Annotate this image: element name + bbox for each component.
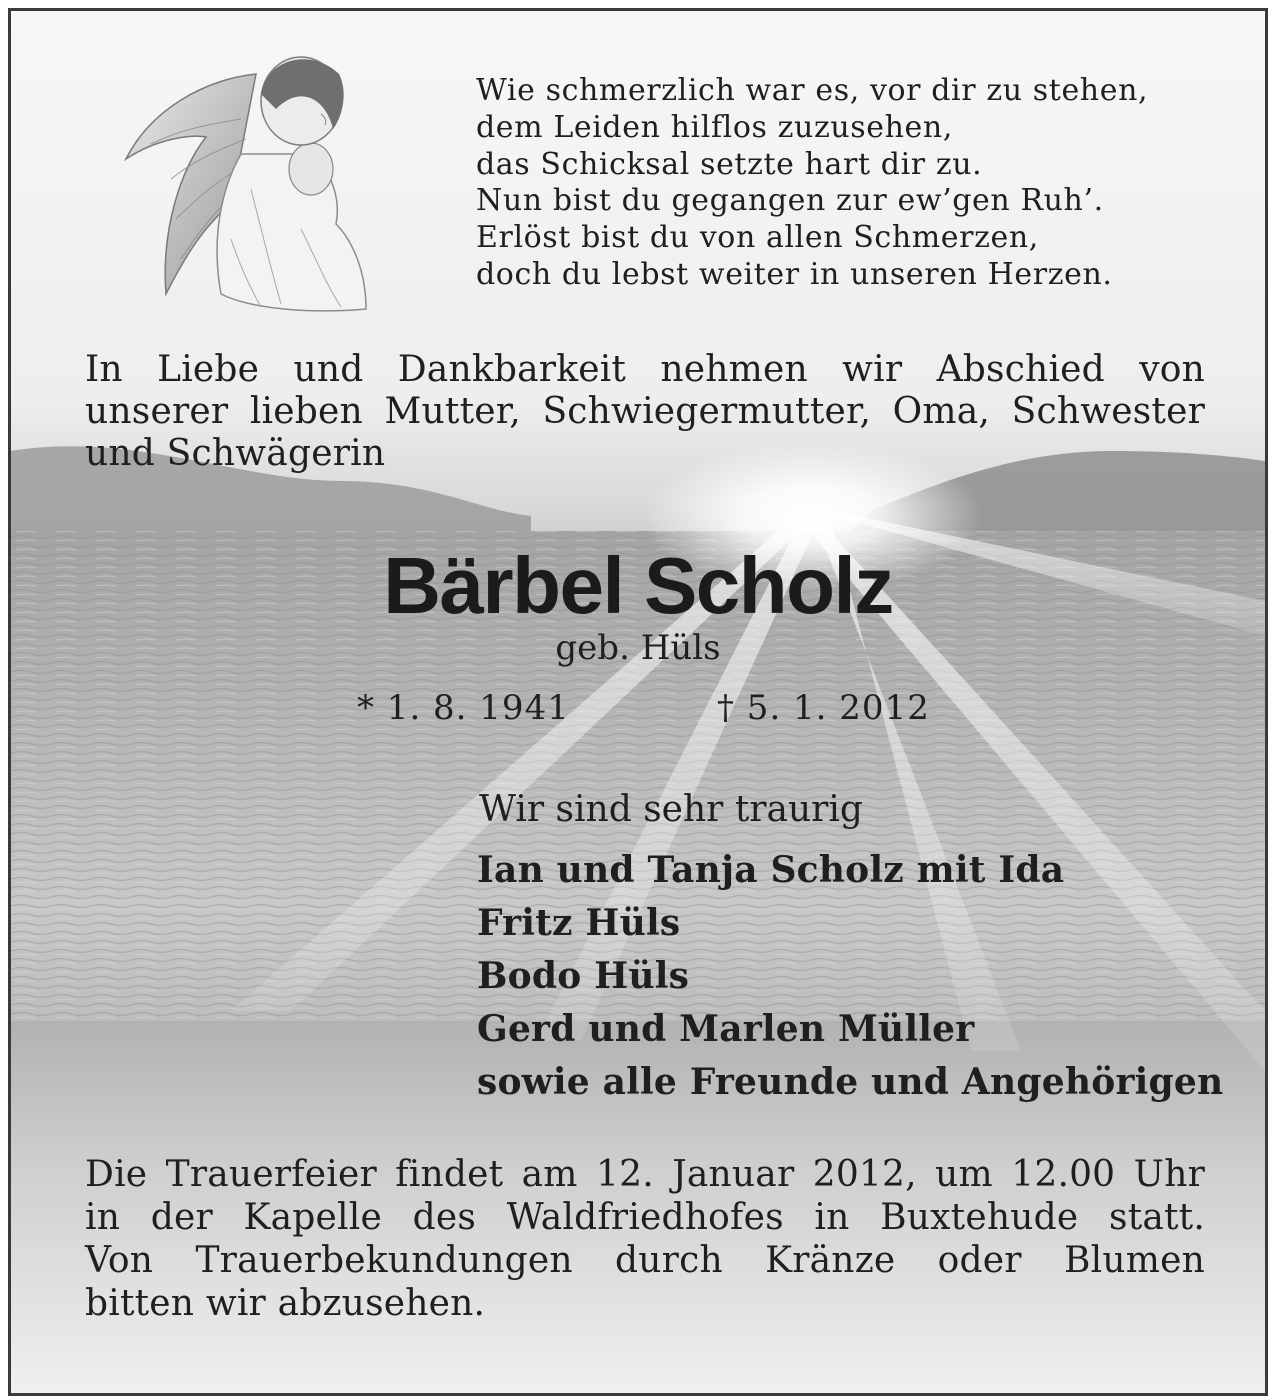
poem-line: das Schicksal setzte hart dir zu.	[476, 146, 983, 182]
poem	[476, 73, 1236, 294]
poem-line: Nun bist du gegangen zur ew’gen Ruh’.	[476, 183, 1104, 219]
mourner-name: sowie alle Freunde und Angehörigen	[477, 1061, 1224, 1103]
intro-text	[85, 349, 1205, 475]
service-info	[85, 1153, 1205, 1325]
birth-date: * 1. 8. 1941	[357, 688, 570, 728]
maiden-name: geb. Hüls	[555, 628, 721, 668]
mourning-statement: Wir sind sehr traurig	[479, 789, 863, 830]
praying-angel-icon	[111, 39, 381, 331]
poem-line: Erlöst bist du von allen Schmerzen,	[476, 220, 1039, 256]
service-line: Die Trauerfeier findet am 12. Januar 2012, um 12.00 Uhr	[85, 1154, 1205, 1195]
service-line: bitten wir abzusehen.	[85, 1283, 486, 1324]
intro-line: In Liebe und Dankbarkeit nehmen wir Abschied von	[85, 349, 1205, 390]
mourners-list	[477, 844, 1223, 1109]
poem-line: Wie schmerzlich war es, vor dir zu stehen,	[476, 73, 1149, 108]
intro-line: und Schwägerin	[85, 433, 386, 474]
service-line: in der Kapelle des Waldfriedhofes in Buxtehude statt.	[85, 1197, 1205, 1238]
mourner-name: Ian und Tanja Scholz mit Ida	[477, 849, 1065, 891]
mourner-name: Bodo Hüls	[477, 955, 690, 997]
mourner-name: Fritz Hüls	[477, 902, 681, 944]
obituary-notice	[8, 8, 1268, 1396]
death-date: † 5. 1. 2012	[717, 688, 930, 728]
poem-line: doch du lebst weiter in unseren Herzen.	[476, 256, 1113, 292]
intro-line: unserer lieben Mutter, Schwiegermutter, Oma, Schwester	[85, 391, 1205, 432]
poem-line: dem Leiden hilflos zuzusehen,	[476, 109, 953, 145]
deceased-name: Bärbel Scholz	[383, 541, 893, 630]
service-line: Von Trauerbekundungen durch Kränze oder Blumen	[85, 1240, 1205, 1281]
mourner-name: Gerd und Marlen Müller	[477, 1008, 975, 1050]
